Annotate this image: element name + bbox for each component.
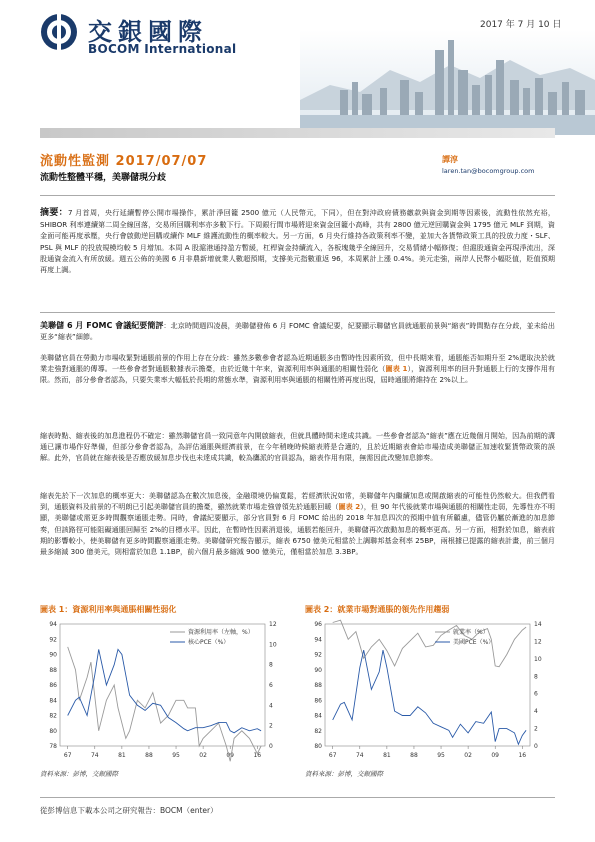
chart1-plot [40, 618, 290, 766]
y-right-tick-label: 2 [269, 722, 273, 730]
logo-chinese-name: 交銀國際 [88, 17, 208, 46]
p1-text-a: 美聯儲官員在勞動力市場收緊對通脹前景的作用上存在分歧：雖然多數參會者認為近期通脹多由暫時性因素所致，但中長期來看，通脹能否如期升至 2%還取決於就業走強對通脹的傳導。一些參會者對通脹數據表示擔憂，由於近幾十年來，資源利用率與通脹的相關性弱化（ [40, 353, 555, 374]
p1-text-b: ），資源利用率的回升對通脹上行的支撐作用有限。然而，部分參會者認為，只要失業率大幅低於長期的常態水準，資源利用率與通脹的相關性將再度出現，屆時通脹將維持在 2%以上。 [40, 364, 556, 385]
chart1-title: 圖表 1：資源利用率與通脹相關性弱化 [40, 605, 177, 614]
y-left-tick-label: 82 [314, 727, 322, 735]
figure-1-reference[interactable]: 圖表 1 [385, 364, 408, 374]
y-right-tick-label: 2 [534, 725, 538, 733]
footer-text: 從彭博信息下載本公司之研究報告：BOCM（enter） [40, 806, 218, 815]
section1-intro-text: ：北京時間週四凌晨，美聯儲發佈 6 月 FOMC 會議紀要，紀要顯示聯儲官員就通脹前景與“縮表”時間點存在分歧，並未給出更多“縮表”細節。 [40, 321, 555, 342]
chart2-plot [305, 618, 555, 766]
series-line-2 [68, 649, 261, 732]
y-left-tick-label: 80 [314, 743, 322, 750]
summary-text: 7 月首周，央行延續暫停公開市場操作，累計淨回籠 2500 億元（人民幣元，下同），但在對沖政府債務繳款與資金到期等因素後，流動性依然充裕，SHIBOR 利率連續第二周全線回落，交易所回購利率亦多數下行。下周銀行間市場將迎來資金回籠小高峰，共有 2800 億元逆回購資金與 1795 億元 MLF 到期，資金面可能再度承壓，央行會啟動逆回購或續作 MLF 維護流動性的概率較大。另一方面，6 月央行維持各政策利率不變，並加大各貨幣政策工具的投放力度・SLF、PSL 與 MLF 的投放規模均較 5 月增加。本周 A 股滬港通持盈方暫緩，杠桿資金持續流入，各板塊幾乎全線回升，交易情緒小幅修復；但滬股通資金再現淨流出，深股通資金流入有所放緩。週五公佈的美國 6 月非農新增就業人數超預期，支撐美元指數重返 96，本周累計上漲 0.4%。美元走強，兩岸人民幣小幅貶值，貶值預期再度上調。 [40, 208, 555, 275]
y-left-tick-label: 88 [314, 682, 322, 689]
x-tick-label: 67 [63, 752, 72, 759]
y-right-tick-label: 4 [269, 702, 273, 710]
header-divider [40, 128, 555, 138]
y-right-tick-label: 0 [269, 743, 273, 750]
x-tick-label: 81 [383, 752, 391, 759]
y-right-tick-label: 6 [269, 682, 273, 689]
legend-label-2: 核心PCE（%） [188, 639, 230, 646]
author-email[interactable]: laren.tan@bocomgroup.com [442, 167, 535, 175]
y-left-tick-label: 90 [49, 651, 57, 659]
report-subtitle: 流動性整體平穩，美聯儲現分歧 [40, 173, 167, 183]
series-line-2 [333, 650, 526, 744]
title-rule [40, 195, 555, 196]
y-right-tick-label: 8 [269, 661, 273, 669]
section1-intro [40, 320, 555, 342]
chart1-source: 資料來源：彭博，交銀國際 [40, 770, 118, 778]
y-left-tick-label: 88 [49, 666, 57, 674]
plot-frame [325, 624, 530, 746]
y-left-tick-label: 92 [314, 651, 322, 659]
x-tick-label: 88 [410, 752, 418, 759]
x-tick-label: 95 [172, 752, 180, 759]
section1-paragraph-1 [40, 352, 555, 386]
p3-text-b: ），但 90 年代後就業市場與通脹的相關性走弱，先導性亦不明顯，美聯儲或需更多時間觀察通脹走勢。同時，會議紀要顯示，部分官員對 6 月 FOMC 給出的 2018 年加息四次的預期中值有所顧慮，儘管仍屬於漸進的加息節奏，但該路徑可能阻礙通脹回歸至 2%的目標水平。因此，在暫時性因素消退後，通脹若能回升，美聯儲再次啟動加息的概率更高。另一方面，相對於加息，縮表前期的影響較小，使美聯儲有更多時間觀察通脹走勢。美聯儲研究報告顯示，縮表 6750 億美元相當於上調聯邦基金利率 25BP，兩根據已提露的縮表計畫，前三個月最多縮減 300 億美元，則相當於加息 1.1BP，前六個月最多縮減 900 億美元，僅相當於加息 3.3BP。 [40, 502, 556, 557]
summary-paragraph [40, 207, 555, 275]
plot-frame [60, 624, 265, 746]
x-tick-label: 74 [90, 752, 99, 759]
section1-paragraph-2 [40, 430, 555, 464]
y-left-tick-label: 94 [49, 621, 57, 628]
report-title: 流動性監測 2017/07/07 [40, 154, 208, 169]
report-date: 2017 年 7 月 10 日 [480, 20, 562, 30]
x-tick-label: 88 [145, 752, 153, 759]
x-tick-label: 67 [328, 752, 337, 759]
x-tick-label: 74 [355, 752, 364, 759]
y-left-tick-label: 96 [314, 621, 322, 628]
y-left-tick-label: 84 [314, 712, 322, 720]
chart2-title: 圖表 2：就業市場對通脹的領先作用趨弱 [305, 605, 450, 614]
y-right-tick-label: 0 [534, 743, 538, 750]
y-left-tick-label: 80 [49, 727, 57, 735]
summary-rule [40, 312, 555, 313]
hong-kong-skyline-image [300, 30, 595, 135]
x-tick-label: 16 [518, 752, 527, 759]
y-left-tick-label: 86 [314, 697, 322, 705]
y-left-tick-label: 78 [49, 743, 57, 750]
summary-label: 摘要： [40, 208, 69, 218]
legend-label-1: 資源利用率（左軸，%） [188, 629, 254, 636]
x-tick-label: 16 [253, 752, 262, 759]
chart2-source: 資料來源：彭博，交銀國際 [305, 770, 383, 778]
p2-text: 縮表時點、縮表後的加息進程仍不確定：雖然聯儲官員一致同意年內開啟縮表，但就具體時間未達成共識。一些參會者認為“縮表”應在近幾個月開始，因為前期的溝通已讓市場作好準備，但部分參會者認為，為評估通脹與經濟前景，在今年稍晚時候縮表將是合適的，且於近期縮表會給市場造成美聯儲正加速收緊貨幣政策的誤解。此外，官員就在縮表後是否應放緩加息步伐也未達成共識，較為鷹派的官員認為，縮表作用有限，無需因此改變加息節奏。 [40, 431, 555, 463]
y-left-tick-label: 86 [49, 682, 57, 689]
y-left-tick-label: 82 [49, 712, 57, 720]
y-right-tick-label: 10 [269, 641, 277, 649]
y-right-tick-label: 12 [269, 621, 277, 628]
x-tick-label: 02 [464, 752, 472, 759]
section1-heading: 美聯儲 6 月 FOMC 會議紀要簡評 [40, 321, 164, 330]
legend-label-2: 美國PCE（%） [453, 639, 495, 646]
y-left-tick-label: 92 [49, 636, 57, 644]
author-name: 譚淳 [442, 155, 458, 164]
x-tick-label: 02 [199, 752, 207, 759]
legend-label-1: 就業率（%） [453, 629, 489, 636]
bocom-logo-icon [40, 13, 78, 51]
x-tick-label: 09 [226, 752, 235, 759]
y-right-tick-label: 10 [534, 655, 542, 663]
footer-rule [40, 797, 555, 798]
y-right-tick-label: 8 [534, 673, 538, 681]
y-right-tick-label: 6 [534, 690, 538, 698]
y-right-tick-label: 14 [534, 621, 542, 628]
y-left-tick-label: 94 [314, 636, 322, 644]
x-tick-label: 95 [437, 752, 445, 759]
y-left-tick-label: 90 [314, 666, 322, 674]
figure-2-reference[interactable]: 圖表 2 [338, 502, 361, 512]
x-tick-label: 81 [118, 752, 126, 759]
section1-paragraph-3 [40, 490, 555, 557]
y-right-tick-label: 12 [534, 638, 542, 646]
p3-text-a: 縮表先於下一次加息的概率更大：美聯儲認為在數次加息後，金融環境仍偏寬鬆，若經濟狀況如常，美聯儲年內繼續加息或開啟縮表的可能性仍然較大。但我們看到，通脹資料及前景的不明朗已引起美聯儲官員的擔憂，雖然就業市場走強曾領先於通脹回暖（ [40, 491, 555, 512]
y-right-tick-label: 4 [534, 708, 538, 716]
x-tick-label: 09 [491, 752, 500, 759]
y-left-tick-label: 84 [49, 697, 57, 705]
logo-english-name: BOCOM International [88, 42, 237, 56]
